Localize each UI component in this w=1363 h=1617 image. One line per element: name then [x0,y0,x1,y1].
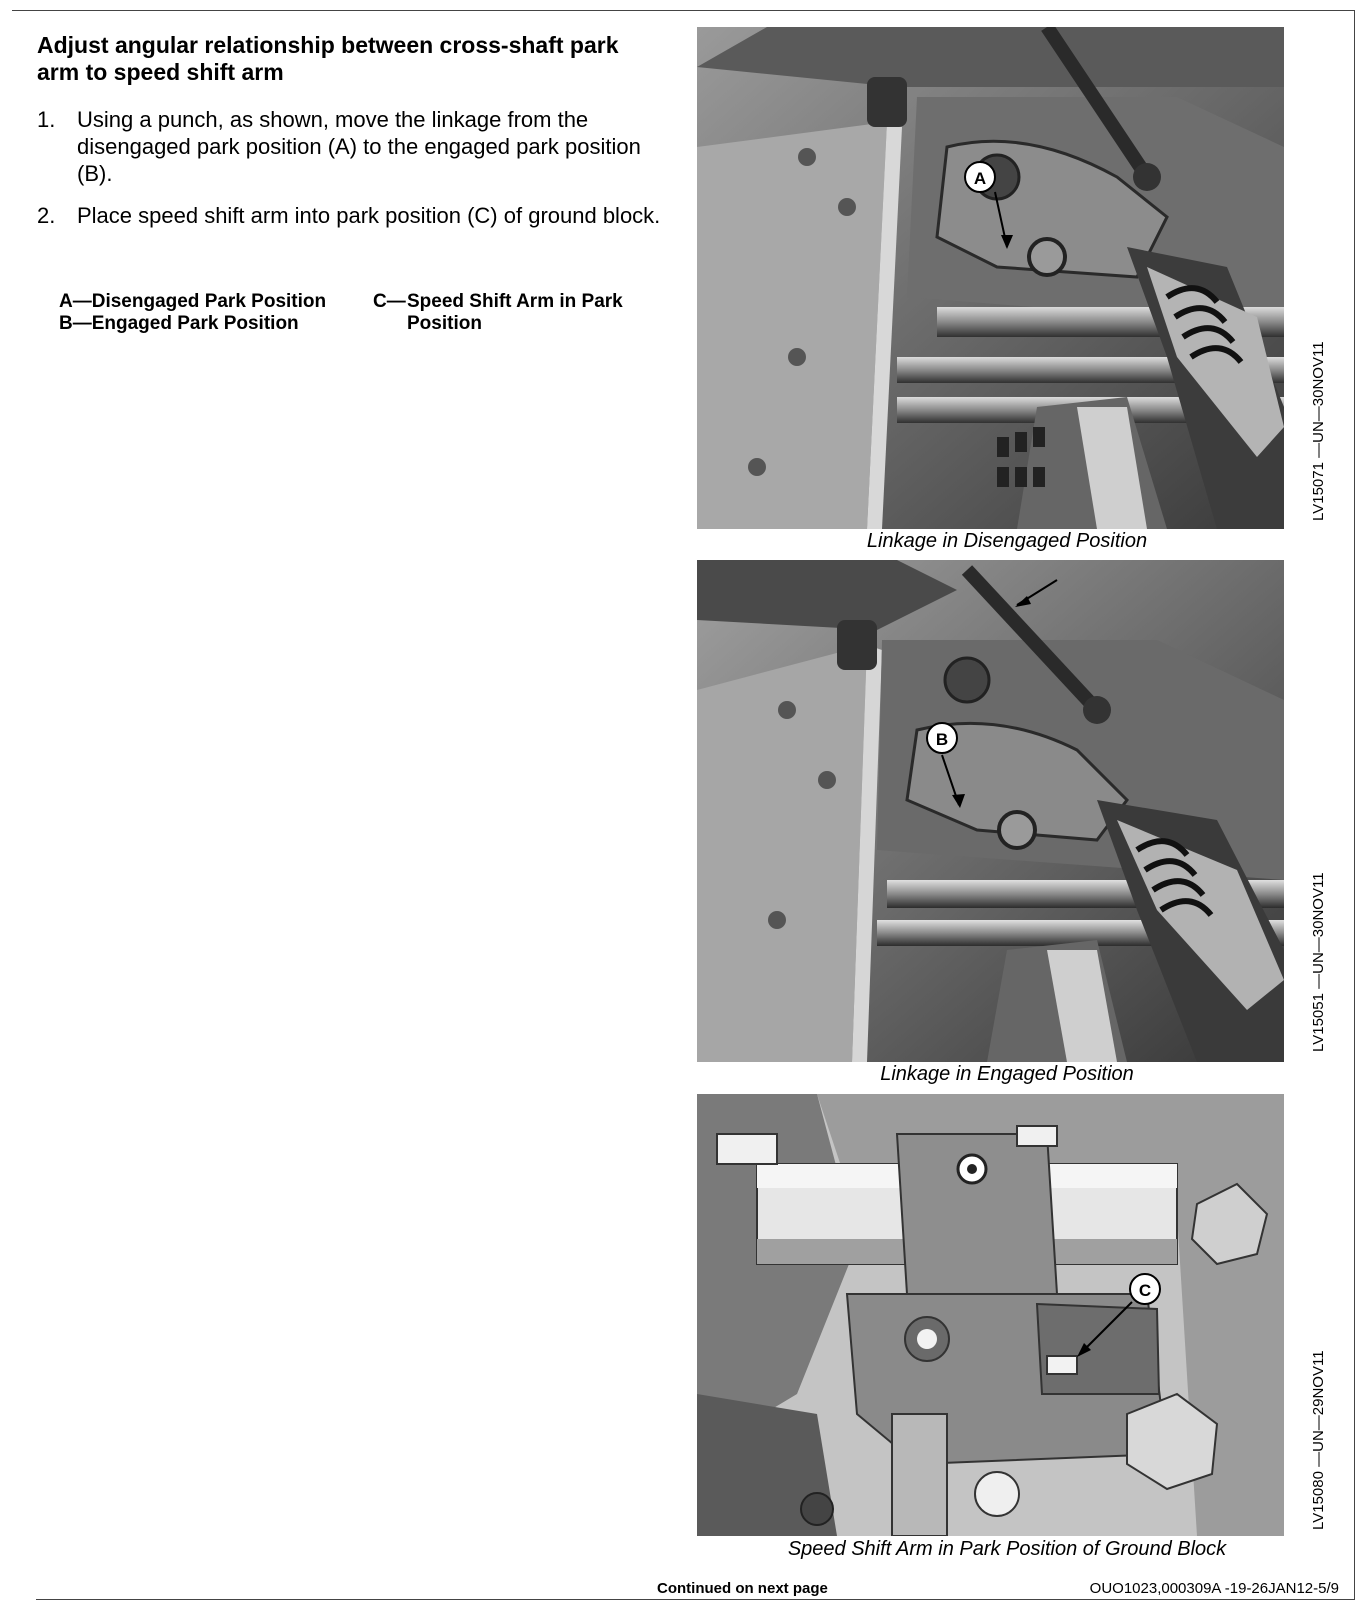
callout-c-label: C [1138,1281,1152,1300]
document-reference: OUO1023,000309A -19-26JAN12-5/9 [1089,1580,1339,1597]
figure-disengaged-photo [697,27,1284,529]
step-number: 2. [37,203,56,228]
step-text: Place speed shift arm into park position (C) of ground block. [77,203,661,228]
legend-text-c: Speed Shift Arm in Park Position [407,291,623,334]
section-heading: Adjust angular relationship between cross-shaft park arm to speed shift arm [37,32,619,85]
step-1 [37,106,667,187]
figure-caption-engaged: Linkage in Engaged Position [880,1063,1134,1085]
figure-caption-disengaged: Linkage in Disengaged Position [866,530,1148,552]
figure-ground-block-render [697,1094,1284,1536]
figure-engaged-photo [697,560,1284,1062]
legend-item-b: B—Engaged Park Position [59,313,299,334]
legend-key-c: C— [373,291,406,312]
figure-id-disengaged: LV15071 —UN—30NOV11 [1310,341,1327,521]
figure-id-engaged: LV15051 —UN—30NOV11 [1310,872,1327,1052]
legend-item-a: A—Disengaged Park Position [59,291,327,312]
callout-a-label: A [973,169,987,188]
step-2 [37,202,667,229]
callout-b-label: B [935,730,949,749]
step-list [37,106,667,244]
legend-column-2 [373,291,663,335]
legend-column-1 [59,291,369,335]
step-number: 1. [37,107,56,132]
legend-item-c [373,291,663,335]
figure-caption-ground-block: Speed Shift Arm in Park Position of Ground Block [787,1538,1227,1560]
continued-note: Continued on next page [657,1580,828,1597]
bottom-rule [36,1599,1355,1600]
figure-id-ground-block: LV15080 —UN—29NOV11 [1310,1350,1327,1530]
step-text: Using a punch, as shown, move the linkage from the disengaged park position (A) to the engaged park position (B). [77,107,641,186]
